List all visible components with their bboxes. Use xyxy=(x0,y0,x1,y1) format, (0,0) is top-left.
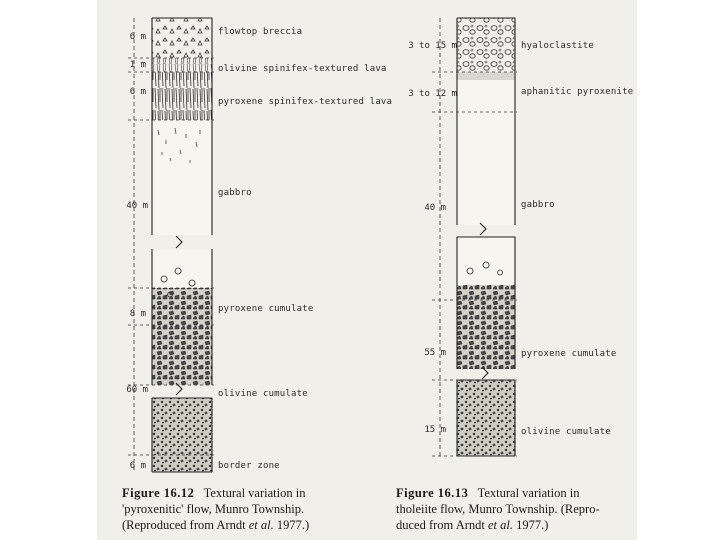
fig12-caption-line3: (Reproduced from Arndt xyxy=(122,518,249,532)
fig12-zone-label: olivine cumulate xyxy=(218,389,308,399)
fig12-zone-label: pyroxene cumulate xyxy=(218,304,314,314)
fig13-caption-italic: et al. xyxy=(488,518,513,532)
fig12-caption-line3-end: 1977.) xyxy=(273,518,310,532)
fig12-thickness-label: 6 m xyxy=(129,87,146,97)
fig13-gabbro-zone xyxy=(457,112,515,225)
fig12-zone-label: olivine spinifex-textured lava xyxy=(218,64,387,74)
fig13-zone-label: gabbro xyxy=(521,200,555,210)
fig12-zone-label: pyroxene spinifex-textured lava xyxy=(218,97,393,107)
fig13-zone-label: hyaloclastite xyxy=(521,41,595,51)
fig13-zone-label: pyroxene cumulate xyxy=(521,349,617,359)
fig12-thickness-label: 6 m xyxy=(129,32,146,42)
fig12-caption-number: Figure 16.12 xyxy=(122,486,195,500)
fig12-zone-label: flowtop breccia xyxy=(218,27,303,37)
fig12-caption xyxy=(122,485,309,533)
fig12-thickness-label: 8 m xyxy=(129,309,146,319)
fig13-hyaloclastite-zone xyxy=(457,18,515,72)
fig13-thickness-label: 15 m xyxy=(424,425,446,435)
fig12-thickness-label: 1 m xyxy=(129,60,146,70)
fig12-border-zone xyxy=(152,398,212,472)
fig13-thickness-label: 3 to 12 m xyxy=(408,89,457,99)
fig13-caption-line2: tholeiite flow, Munro Township. (Repro- xyxy=(396,502,600,516)
fig12-zone-label: border zone xyxy=(218,461,280,471)
fig12-thickness-label: 40 m xyxy=(126,201,148,211)
fig12-gabbro-zone xyxy=(152,120,212,238)
fig12-zone-label: gabbro xyxy=(218,188,252,198)
fig13-zone-label: olivine cumulate xyxy=(521,427,611,437)
fig12-caption-line2: 'pyroxenitic' flow, Munro Township. xyxy=(122,502,305,516)
fig12-pyroxene-spinifex-zone xyxy=(152,72,212,120)
fig13-thickness-label: 55 m xyxy=(424,348,446,358)
fig13-caption xyxy=(396,485,600,533)
fig12-breccia-zone xyxy=(152,18,212,58)
fig13-caption-line1: Textural variation in xyxy=(477,486,580,500)
fig12-caption-italic: et al. xyxy=(248,518,274,532)
fig13-column xyxy=(432,18,517,456)
fig12-olivine-cumulate-zone xyxy=(152,325,212,385)
fig13-olivine-cumulate-zone xyxy=(457,380,515,456)
fig12-caption-line1: Textural variation in xyxy=(203,486,306,500)
fig13-zone-label: aphanitic pyroxenite xyxy=(521,87,634,97)
fig13-caption-number: Figure 16.13 xyxy=(396,486,469,500)
fig12-olivine-spinifex-zone xyxy=(152,58,212,72)
fig12-thickness-label: 6 m xyxy=(129,461,146,471)
fig13-caption-line3: duced from Arndt xyxy=(396,518,488,532)
fig13-thickness-label: 40 m xyxy=(424,203,446,213)
fig12-thickness-label: 60 m xyxy=(126,385,148,395)
fig13-caption-line3-end: 1977.) xyxy=(513,518,549,532)
fig13-thickness-label: 3 to 15 m xyxy=(408,41,457,51)
